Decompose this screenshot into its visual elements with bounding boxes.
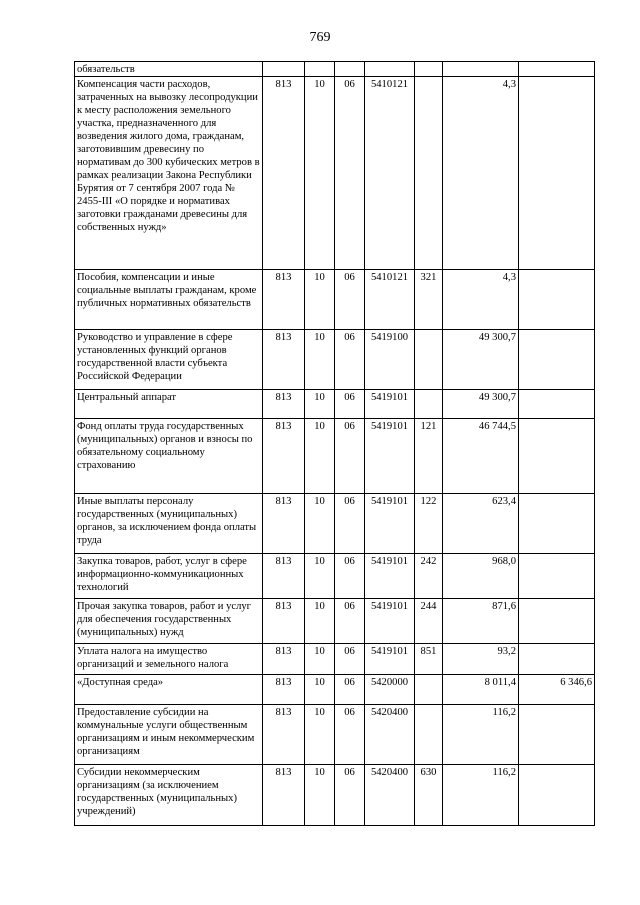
amount-1: 49 300,7 xyxy=(443,390,519,419)
section-code: 10 xyxy=(305,270,335,330)
row-name: Закупка товаров, работ, услуг в сфере информационно-коммуникационных технологий xyxy=(75,554,263,599)
table-row xyxy=(75,77,595,270)
amount-1: 968,0 xyxy=(443,554,519,599)
page-number: 769 xyxy=(309,30,331,45)
subsection-code: 06 xyxy=(335,599,365,644)
target-article-code xyxy=(365,62,415,77)
admin-code: 813 xyxy=(263,675,305,705)
row-name: Руководство и управление в сфере установленных функций органов государственной власти субъекта Российской Федерации xyxy=(75,330,263,390)
admin-code: 813 xyxy=(263,554,305,599)
table-row xyxy=(75,419,595,494)
amount-2: 6 346,6 xyxy=(519,675,595,705)
admin-code: 813 xyxy=(263,77,305,270)
amount-1: 49 300,7 xyxy=(443,330,519,390)
subsection-code: 06 xyxy=(335,270,365,330)
section-code: 10 xyxy=(305,494,335,554)
expense-type-code xyxy=(415,675,443,705)
admin-code: 813 xyxy=(263,599,305,644)
admin-code: 813 xyxy=(263,765,305,826)
table-row xyxy=(75,390,595,419)
subsection-code xyxy=(335,62,365,77)
amount-1: 4,3 xyxy=(443,77,519,270)
table-row xyxy=(75,705,595,765)
expense-type-code: 851 xyxy=(415,644,443,675)
table-row xyxy=(75,675,595,705)
amount-1: 623,4 xyxy=(443,494,519,554)
admin-code: 813 xyxy=(263,494,305,554)
expense-type-code: 630 xyxy=(415,765,443,826)
amount-2 xyxy=(519,390,595,419)
row-name: Фонд оплаты труда государственных (муниципальных) органов и взносы по обязательному социальному страхованию xyxy=(75,419,263,494)
amount-2 xyxy=(519,644,595,675)
section-code: 10 xyxy=(305,419,335,494)
expense-type-code: 122 xyxy=(415,494,443,554)
section-code: 10 xyxy=(305,390,335,419)
amount-2 xyxy=(519,599,595,644)
amount-1: 871,6 xyxy=(443,599,519,644)
target-article-code: 5420000 xyxy=(365,675,415,705)
amount-1: 116,2 xyxy=(443,705,519,765)
row-name: Прочая закупка товаров, работ и услуг для обеспечения государственных (муниципальных) нужд xyxy=(75,599,263,644)
admin-code: 813 xyxy=(263,330,305,390)
target-article-code: 5410121 xyxy=(365,77,415,270)
target-article-code: 5419101 xyxy=(365,390,415,419)
row-name: Компенсация части расходов, затраченных на вывозку лесопродукции к месту расположения земельного участка, предназначенного для возведения жилого дома, гражданам, заготовившим древесину по нормативам до 300 кубических метров в рамках реализации Закона Республики Бурятия от 7 сентября 2007 года № 2455-III «О порядке и нормативах заготовки гражданами древесины для собственных нужд» xyxy=(75,77,263,270)
subsection-code: 06 xyxy=(335,705,365,765)
expense-type-code xyxy=(415,705,443,765)
row-name: Предоставление субсидии на коммунальные услуги общественным организациям и иным некоммерческим организациям xyxy=(75,705,263,765)
amount-2 xyxy=(519,419,595,494)
subsection-code: 06 xyxy=(335,644,365,675)
subsection-code: 06 xyxy=(335,494,365,554)
target-article-code: 5420400 xyxy=(365,765,415,826)
target-article-code: 5419101 xyxy=(365,599,415,644)
section-code: 10 xyxy=(305,675,335,705)
section-code: 10 xyxy=(305,330,335,390)
subsection-code: 06 xyxy=(335,675,365,705)
section-code: 10 xyxy=(305,644,335,675)
target-article-code: 5419101 xyxy=(365,419,415,494)
subsection-code: 06 xyxy=(335,330,365,390)
admin-code: 813 xyxy=(263,419,305,494)
subsection-code: 06 xyxy=(335,554,365,599)
expense-type-code xyxy=(415,62,443,77)
expense-type-code: 244 xyxy=(415,599,443,644)
row-name: Субсидии некоммерческим организациям (за исключением государственных (муниципальных) учреждений) xyxy=(75,765,263,826)
expense-type-code: 242 xyxy=(415,554,443,599)
row-name: Центральный аппарат xyxy=(75,390,263,419)
target-article-code: 5410121 xyxy=(365,270,415,330)
section-code: 10 xyxy=(305,765,335,826)
table-row xyxy=(75,599,595,644)
amount-2 xyxy=(519,77,595,270)
expense-type-code: 321 xyxy=(415,270,443,330)
expense-type-code xyxy=(415,77,443,270)
table-row xyxy=(75,644,595,675)
section-code: 10 xyxy=(305,705,335,765)
expense-type-code xyxy=(415,390,443,419)
section-code xyxy=(305,62,335,77)
amount-2 xyxy=(519,765,595,826)
row-name: обязательств xyxy=(75,62,263,77)
amount-1: 46 744,5 xyxy=(443,419,519,494)
amount-2 xyxy=(519,330,595,390)
row-name: Уплата налога на имущество организаций и земельного налога xyxy=(75,644,263,675)
admin-code: 813 xyxy=(263,390,305,419)
row-name: «Доступная среда» xyxy=(75,675,263,705)
row-name: Пособия, компенсации и иные социальные выплаты гражданам, кроме публичных нормативных обязательств xyxy=(75,270,263,330)
expense-type-code: 121 xyxy=(415,419,443,494)
expense-type-code xyxy=(415,330,443,390)
amount-2 xyxy=(519,270,595,330)
amount-1 xyxy=(443,62,519,77)
table-row xyxy=(75,270,595,330)
section-code: 10 xyxy=(305,599,335,644)
amount-2 xyxy=(519,494,595,554)
budget-table xyxy=(74,61,595,826)
amount-1: 4,3 xyxy=(443,270,519,330)
target-article-code: 5420400 xyxy=(365,705,415,765)
section-code: 10 xyxy=(305,554,335,599)
amount-2 xyxy=(519,705,595,765)
target-article-code: 5419101 xyxy=(365,554,415,599)
subsection-code: 06 xyxy=(335,765,365,826)
admin-code: 813 xyxy=(263,270,305,330)
target-article-code: 5419100 xyxy=(365,330,415,390)
table-row xyxy=(75,62,595,77)
subsection-code: 06 xyxy=(335,390,365,419)
table-row xyxy=(75,330,595,390)
admin-code: 813 xyxy=(263,644,305,675)
amount-2 xyxy=(519,62,595,77)
amount-1: 93,2 xyxy=(443,644,519,675)
section-code: 10 xyxy=(305,77,335,270)
amount-1: 8 011,4 xyxy=(443,675,519,705)
table-row xyxy=(75,765,595,826)
target-article-code: 5419101 xyxy=(365,644,415,675)
amount-2 xyxy=(519,554,595,599)
target-article-code: 5419101 xyxy=(365,494,415,554)
row-name: Иные выплаты персоналу государственных (муниципальных) органов, за исключением фонда оплаты труда xyxy=(75,494,263,554)
table-row xyxy=(75,554,595,599)
subsection-code: 06 xyxy=(335,77,365,270)
amount-1: 116,2 xyxy=(443,765,519,826)
subsection-code: 06 xyxy=(335,419,365,494)
table-row xyxy=(75,494,595,554)
admin-code xyxy=(263,62,305,77)
admin-code: 813 xyxy=(263,705,305,765)
